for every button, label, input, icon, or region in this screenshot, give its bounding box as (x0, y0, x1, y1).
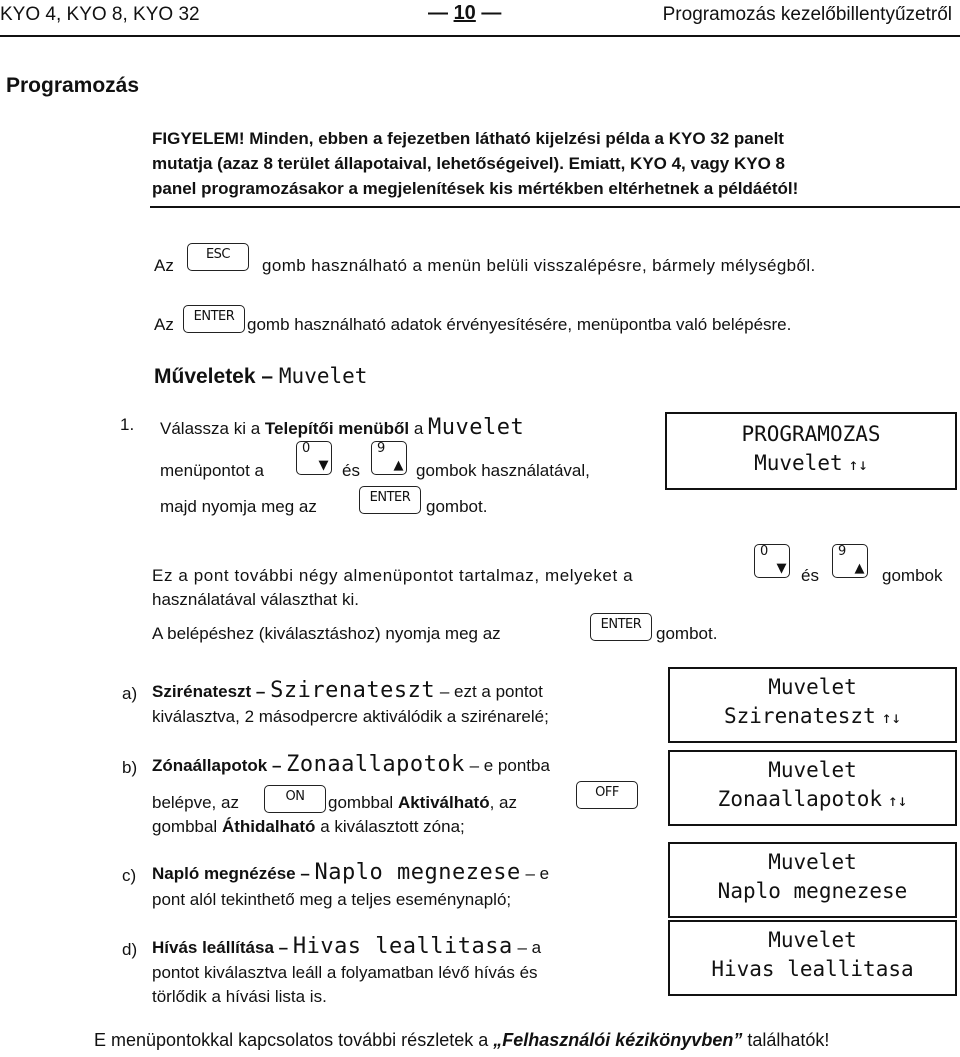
item-b-line2-b: gombbal Aktiválható, az (328, 793, 517, 812)
step1-line2-b: és (342, 461, 360, 480)
warning-rule (150, 206, 960, 208)
item-d-line3: törlődik a hívási lista is. (152, 987, 327, 1006)
para2-line1-b: és (801, 566, 819, 585)
enter-key-para2: ENTER (590, 613, 652, 641)
footer-note: E menüpontokkal kapcsolatos további részletek a „Felhasználói kézikönyvben” találhatók! (94, 1030, 830, 1050)
lcd-display-a: Muvelet Szirenateszt ↑↓ (668, 667, 957, 743)
item-a-label: a) (122, 684, 138, 703)
lcd-display-c: Muvelet Naplo megnezese (668, 842, 957, 918)
para2-line1-a: Ez a pont további négy almenüpontot tartalmaz, melyeket a (152, 566, 634, 585)
warning-line-2: mutatja (azaz 8 terület állapotaival, lehetőségeivel). Emiatt, KYO 4, vagy KYO 8 (152, 154, 785, 173)
item-a-line1: Szirénateszt – Szirenateszt – ezt a pontot (152, 678, 543, 703)
off-key: OFF (576, 781, 638, 809)
lcd-display-b: Muvelet Zonaallapotok ↑↓ (668, 750, 957, 826)
para2-line2: használatával választhat ki. (152, 590, 359, 609)
up-down-arrows-icon: ↑↓ (848, 455, 868, 474)
item-b-line2-a: belépve, az (152, 793, 239, 812)
para2-line3-a: A belépéshez (kiválasztáshoz) nyomja meg az (152, 624, 501, 643)
para2-line1-c: gombok (882, 566, 943, 585)
zero-down-key: 0 ▼ (296, 441, 332, 475)
item-d-label: d) (122, 940, 138, 959)
zero-down-key-2: 0 ▼ (754, 544, 790, 578)
header-rule (0, 35, 960, 37)
item-c-line1: Napló megnézése – Naplo megnezese – e (152, 860, 550, 885)
nine-up-key: 9 ▲ (371, 441, 407, 475)
warning-line-3: panel programozásakor a megjelenítések kis mértékben eltérhetnek a példáétól! (152, 179, 799, 198)
enter-prefix: Az (154, 315, 174, 334)
item-c-label: c) (122, 866, 137, 885)
up-arrow-icon: ▲ (393, 458, 403, 473)
lcd-display-d: Muvelet Hivas leallitasa (668, 920, 957, 996)
on-key: ON (264, 785, 326, 813)
esc-prefix: Az (154, 256, 174, 275)
enter-key-step1: ENTER (359, 486, 421, 514)
item-b-label: b) (122, 758, 138, 777)
item-d-line1: Hívás leállítása – Hivas leallitasa – a (152, 934, 542, 959)
subsection-title: Műveletek – Muvelet (154, 364, 368, 388)
step1-line1: Válassza ki a Telepítői menüből a Muvelet (160, 415, 525, 440)
header-left: KYO 4, KYO 8, KYO 32 (0, 4, 200, 25)
enter-text: gomb használható adatok érvényesítésére, menüpontba való belépésre. (247, 315, 792, 334)
step1-line2-c: gombok használatával, (416, 461, 590, 480)
down-arrow-icon: ▼ (318, 458, 328, 473)
item-c-line2: pont alól tekinthető meg a teljes eseménynapló; (152, 890, 512, 909)
item-b-line1: Zónaállapotok – Zonaallapotok – e pontba (152, 752, 550, 777)
step1-line3-b: gombot. (426, 497, 488, 516)
item-d-line2: pontot kiválasztva leáll a folyamatban lévő hívás és (152, 963, 538, 982)
lcd-display-main: PROGRAMOZAS Muvelet ↑↓ (665, 412, 957, 490)
esc-text: gomb használható a menün belüli visszalépésre, bármely mélységből. (262, 256, 816, 275)
section-title: Programozás (6, 74, 140, 97)
enter-key: ENTER (183, 305, 245, 333)
step-number: 1. (120, 415, 135, 434)
warning-line-1: FIGYELEM! Minden, ebben a fejezetben látható kijelzési példa a KYO 32 panelt (152, 129, 784, 148)
nine-up-key-2: 9 ▲ (832, 544, 868, 578)
item-a-line2: kiválasztva, 2 másodpercre aktiválódik a szirénarelé; (152, 707, 549, 726)
item-b-line3: gombbal Áthidalható a kiválasztott zóna; (152, 817, 465, 836)
page-number: — 10 — (428, 2, 502, 24)
header-right: Programozás kezelőbillentyűzetről (662, 4, 952, 25)
para2-line3-b: gombot. (656, 624, 718, 643)
step1-line3-a: majd nyomja meg az (160, 497, 317, 516)
esc-key: ESC (187, 243, 249, 271)
step1-line2-a: menüpontot a (160, 461, 264, 480)
